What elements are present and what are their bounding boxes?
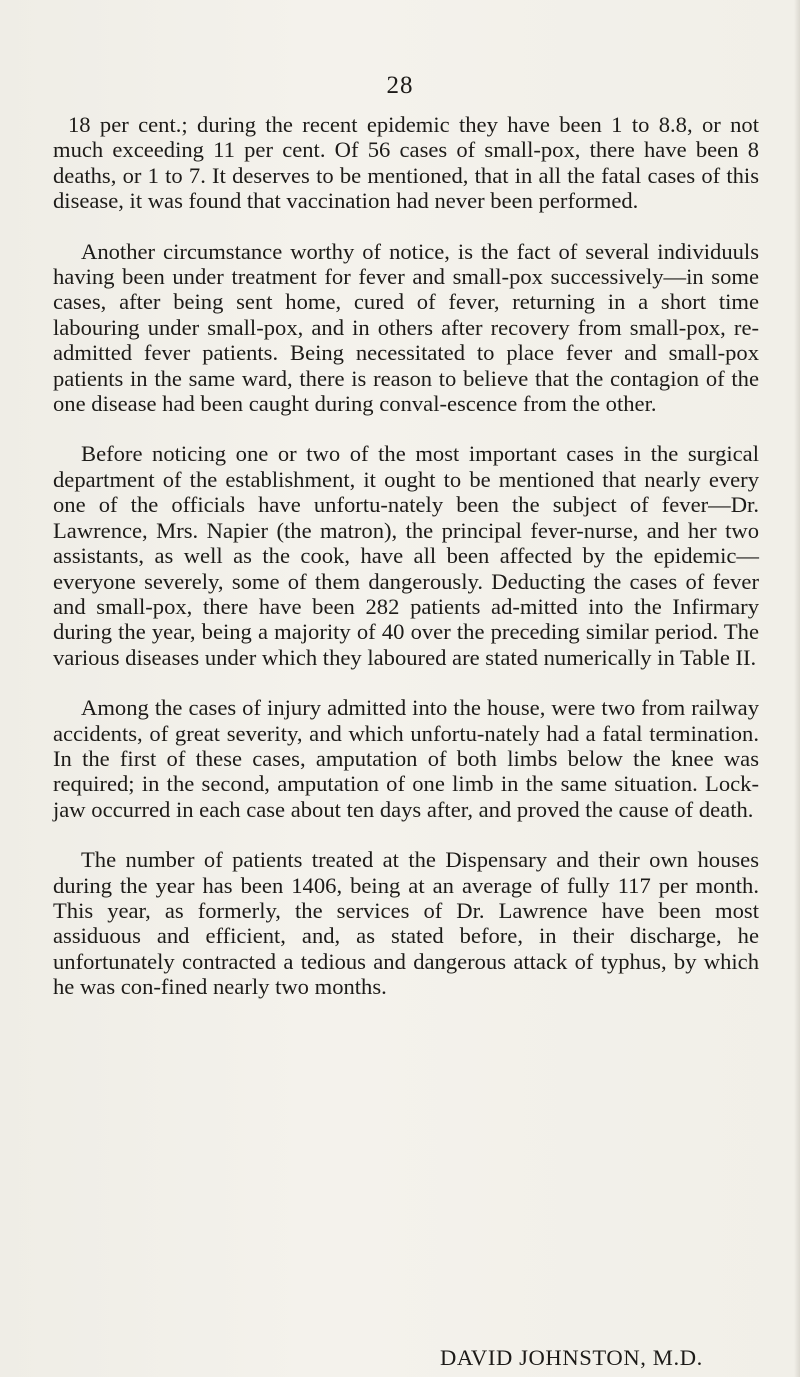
paragraph-5: The number of patients treated at the Dispensary and their own houses during the year has been 1406, being at an average of fully 117 per month. This year, as formerly, the services of Dr. Lawrence have been most assiduous and efficient, and, as stated before, in their discharge, he unfortunately contracted a tedious and dangerous attack of typhus, by which he was con-fined nearly two months.: [53, 847, 759, 1000]
paragraph-2: Another circumstance worthy of notice, is the fact of several individuuls having been under treatment for fever and small-pox successively—in some cases, after being sent home, cured of fever, returning in a short time labouring under small-pox, and in others after recovery from small-pox, re-admitted fever patients. Being necessitated to place fever and small-pox patients in the same ward, there is reason to believe that the contagion of the one disease had been caught during conval-escence from the other.: [53, 238, 759, 417]
signature: DAVID JOHNSTON, M.D.: [440, 1345, 703, 1370]
page-edge-shadow: [794, 0, 800, 1377]
paragraph-4: Among the cases of injury admitted into the house, were two from railway accidents, of great severity, and which unfortu-nately had a fatal termination. In the first of these cases, amputation of both limbs below the knee was required; in the second, amputation of one limb in the same situation. Lock-jaw occurred in each case about ten days after, and proved the cause of death.: [53, 695, 759, 822]
body-text: [53, 112, 759, 1025]
paragraph-1: 18 per cent.; during the recent epidemic they have been 1 to 8.8, or not much exceeding 11 per cent. Of 56 cases of small-pox, there have been 8 deaths, or 1 to 7. It deserves to be mentioned, that in all the fatal cases of this disease, it was found that vaccination had never been performed.: [53, 112, 759, 214]
paragraph-3: Before noticing one or two of the most important cases in the surgical department of the establishment, it ought to be mentioned that nearly every one of the officials have unfortu-nately been the subject of fever—Dr. Lawrence, Mrs. Napier (the matron), the principal fever-nurse, and her two assistants, as well as the cook, have all been affected by the epidemic—everyone severely, some of them dangerously. Deducting the cases of fever and small-pox, there have been 282 patients ad-mitted into the Infirmary during the year, being a majority of 40 over the preceding similar period. The various diseases under which they laboured are stated numerically in Table II.: [53, 441, 759, 670]
page-number: 28: [386, 72, 414, 99]
